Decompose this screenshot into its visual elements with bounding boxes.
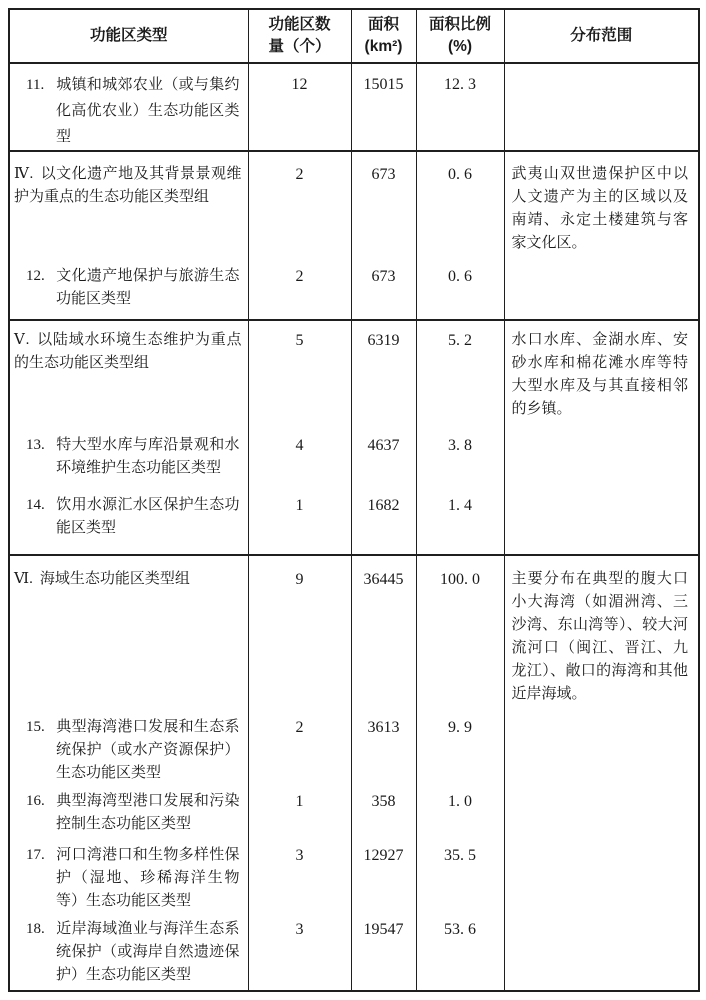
header-line: 面积 [367, 16, 399, 33]
header-zone-count [248, 9, 351, 63]
zone-type-cell [9, 913, 248, 991]
zone-type-text [14, 329, 242, 375]
zone-count-cell: 9 [248, 555, 351, 711]
zone-type-label: 特大型水库与库沿景观和水环境维护生态功能区类型 [56, 437, 240, 476]
zone-area-cell: 12927 [351, 840, 416, 913]
zone-count-cell: 2 [248, 256, 351, 320]
table-row-11 [9, 63, 699, 151]
zone-type-text [26, 72, 240, 150]
row-number: Ⅳ. [14, 166, 34, 182]
row-number: Ⅴ. [14, 332, 30, 348]
distribution-cell [504, 555, 699, 711]
zone-count-cell: 2 [248, 711, 351, 785]
zone-area-cell: 15015 [351, 63, 416, 151]
header-line: 面积比例 [428, 16, 491, 33]
zone-area-cell: 6319 [351, 320, 416, 428]
zone-count-cell: 1 [248, 785, 351, 840]
area-ratio-cell: 100. 0 [416, 555, 504, 711]
zone-type-cell [9, 151, 248, 256]
header-line: 功能区类型 [89, 27, 168, 44]
zone-type-label: 河口湾港口和生物多样性保护（湿地、珍稀海洋生物等）生态功能区类型 [56, 847, 240, 909]
zone-type-label: 城镇和城郊农业（或与集约化高优农业）生态功能区类型 [56, 77, 240, 145]
row-number: 17. [26, 847, 45, 863]
zone-area-cell: 1682 [351, 488, 416, 555]
zone-type-cell [9, 555, 248, 711]
table-row-group-VI [9, 555, 699, 711]
zone-type-text [26, 918, 240, 987]
header-zone-type [9, 9, 248, 63]
zone-type-cell [9, 840, 248, 913]
table-row-13 [9, 428, 699, 488]
area-ratio-cell: 0. 6 [416, 256, 504, 320]
area-ratio-cell: 9. 9 [416, 711, 504, 785]
table-row-group-V [9, 320, 699, 428]
area-ratio-cell: 1. 0 [416, 785, 504, 840]
distribution-text: 武夷山双世遗保护区中以人文遗产为主的区域以及南靖、永定土楼建筑与客家文化区。 [511, 166, 688, 251]
header-line: (%) [447, 38, 473, 55]
zone-type-text [14, 568, 242, 591]
distribution-cell [504, 428, 699, 488]
zone-type-text [14, 163, 242, 209]
zone-type-cell [9, 320, 248, 428]
zone-area-cell: 19547 [351, 913, 416, 991]
zone-type-cell [9, 711, 248, 785]
distribution-cell [504, 320, 699, 428]
area-ratio-cell: 12. 3 [416, 63, 504, 151]
header-area [351, 9, 416, 63]
row-number: 13. [26, 437, 45, 453]
distribution-cell [504, 151, 699, 256]
zone-area-cell: 36445 [351, 555, 416, 711]
area-ratio-cell: 5. 2 [416, 320, 504, 428]
zone-area-cell: 358 [351, 785, 416, 840]
zone-area-cell: 3613 [351, 711, 416, 785]
zone-type-label: 以文化遗产地及其背景景观维护为重点的生态功能区类型组 [14, 166, 242, 205]
row-number: 18. [26, 921, 45, 937]
header-line: (km²) [364, 38, 403, 55]
distribution-cell [504, 840, 699, 913]
zone-type-text [26, 265, 240, 311]
row-number: Ⅵ. [14, 571, 33, 587]
zone-type-text [26, 494, 240, 540]
zone-type-cell [9, 785, 248, 840]
header-line: 分布范围 [570, 27, 633, 44]
distribution-cell [504, 711, 699, 785]
table-row-12 [9, 256, 699, 320]
zone-type-cell [9, 256, 248, 320]
zone-type-label: 以陆域水环境生态维护为重点的生态功能区类型组 [14, 332, 242, 371]
area-ratio-cell: 3. 8 [416, 428, 504, 488]
zone-type-label: 典型海湾型港口发展和污染控制生态功能区类型 [56, 793, 240, 832]
table-row-16 [9, 785, 699, 840]
zone-type-text [26, 790, 240, 836]
zone-type-text [26, 844, 240, 913]
row-number: 15. [26, 719, 45, 735]
distribution-text: 水口水库、金湖水库、安砂水库和棉花滩水库等特大型水库及与其直接相邻的乡镇。 [511, 332, 688, 417]
zone-type-label: 文化遗产地保护与旅游生态功能区类型 [56, 268, 240, 307]
zone-count-cell: 3 [248, 840, 351, 913]
table-row-15 [9, 711, 699, 785]
distribution-text: 主要分布在典型的腹大口小大海湾（如湄洲湾、三沙湾、东山湾等）、较大河流河口（闽江、晋江、九龙江）、敞口的海湾和其他近岸海域。 [511, 571, 688, 702]
zone-type-cell [9, 428, 248, 488]
table-row-group-IV [9, 151, 699, 256]
area-ratio-cell: 53. 6 [416, 913, 504, 991]
zone-count-cell: 1 [248, 488, 351, 555]
table-row-18 [9, 913, 699, 991]
zone-count-cell: 3 [248, 913, 351, 991]
row-number: 11. [26, 77, 45, 93]
eco-function-zone-table [8, 8, 700, 992]
zone-area-cell: 673 [351, 151, 416, 256]
zone-type-text [26, 716, 240, 785]
zone-count-cell: 12 [248, 63, 351, 151]
header-area-ratio [416, 9, 504, 63]
row-number: 16. [26, 793, 45, 809]
zone-area-cell: 4637 [351, 428, 416, 488]
header-distribution [504, 9, 699, 63]
row-number: 12. [26, 268, 45, 284]
area-ratio-cell: 35. 5 [416, 840, 504, 913]
distribution-cell [504, 256, 699, 320]
zone-count-cell: 5 [248, 320, 351, 428]
area-ratio-cell: 0. 6 [416, 151, 504, 256]
table-header-row [9, 9, 699, 63]
zone-type-cell [9, 63, 248, 151]
distribution-cell [504, 913, 699, 991]
zone-type-text [26, 434, 240, 480]
zone-count-cell: 2 [248, 151, 351, 256]
table-row-14 [9, 488, 699, 555]
row-number: 14. [26, 497, 45, 513]
zone-type-label: 近岸海域渔业与海洋生态系统保护（或海岸自然遗迹保护）生态功能区类型 [56, 921, 240, 983]
zone-type-cell [9, 488, 248, 555]
distribution-cell [504, 63, 699, 151]
zone-type-label: 饮用水源汇水区保护生态功能区类型 [56, 497, 240, 536]
header-line: 量（个） [268, 38, 331, 55]
zone-count-cell: 4 [248, 428, 351, 488]
table-row-17 [9, 840, 699, 913]
header-line: 功能区数 [268, 16, 331, 33]
distribution-cell [504, 488, 699, 555]
area-ratio-cell: 1. 4 [416, 488, 504, 555]
distribution-cell [504, 785, 699, 840]
zone-area-cell: 673 [351, 256, 416, 320]
zone-type-label: 典型海湾港口发展和生态系统保护（或水产资源保护）生态功能区类型 [56, 719, 240, 781]
zone-type-label: 海域生态功能区类型组 [39, 571, 190, 587]
